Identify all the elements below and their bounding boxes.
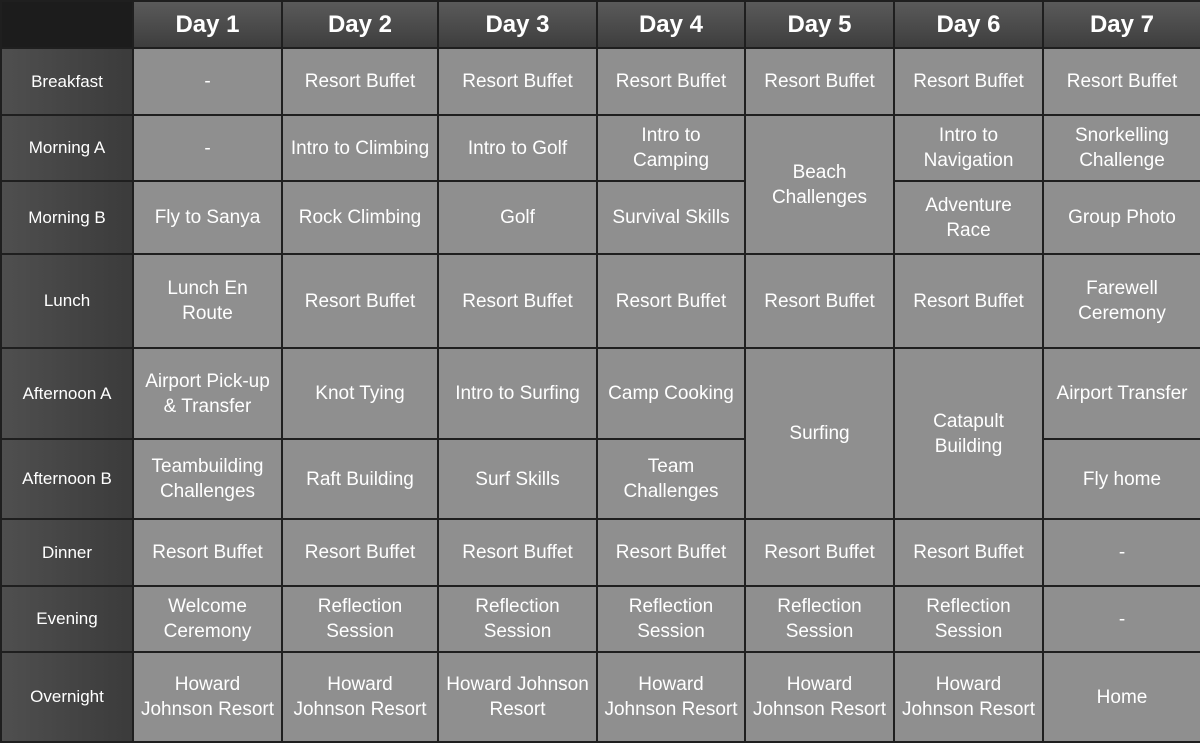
schedule-cell-merged: Surfing bbox=[745, 348, 894, 519]
schedule-cell: Howard Johnson Resort bbox=[438, 652, 597, 742]
schedule-cell: Intro to Surfing bbox=[438, 348, 597, 439]
schedule-cell: Resort Buffet bbox=[894, 519, 1043, 586]
schedule-cell: Welcome Ceremony bbox=[133, 586, 282, 652]
schedule-cell: Resort Buffet bbox=[438, 48, 597, 115]
schedule-cell: Resort Buffet bbox=[745, 254, 894, 348]
schedule-cell: Snorkelling Challenge bbox=[1043, 115, 1200, 181]
schedule-cell: Knot Tying bbox=[282, 348, 438, 439]
schedule-cell: Resort Buffet bbox=[438, 254, 597, 348]
day-header: Day 3 bbox=[438, 1, 597, 48]
schedule-cell: Resort Buffet bbox=[1043, 48, 1200, 115]
schedule-cell: Resort Buffet bbox=[597, 519, 745, 586]
schedule-cell: Adventure Race bbox=[894, 181, 1043, 254]
schedule-cell: - bbox=[133, 115, 282, 181]
schedule-cell-merged: Beach Challenges bbox=[745, 115, 894, 254]
row-morning-b bbox=[1, 181, 1200, 254]
schedule-cell: Resort Buffet bbox=[133, 519, 282, 586]
day-header: Day 7 bbox=[1043, 1, 1200, 48]
schedule-cell: Team Challenges bbox=[597, 439, 745, 519]
schedule-cell: Resort Buffet bbox=[438, 519, 597, 586]
schedule-cell-merged: Catapult Building bbox=[894, 348, 1043, 519]
row-label: Afternoon B bbox=[1, 439, 133, 519]
schedule-cell: Airport Pick-up & Transfer bbox=[133, 348, 282, 439]
schedule-cell: Howard Johnson Resort bbox=[133, 652, 282, 742]
schedule-cell: Howard Johnson Resort bbox=[597, 652, 745, 742]
schedule-cell: Intro to Navigation bbox=[894, 115, 1043, 181]
row-label: Overnight bbox=[1, 652, 133, 742]
schedule-cell: Teambuilding Challenges bbox=[133, 439, 282, 519]
schedule-cell: Resort Buffet bbox=[597, 48, 745, 115]
row-label: Lunch bbox=[1, 254, 133, 348]
row-afternoon-a bbox=[1, 348, 1200, 439]
schedule-cell: Resort Buffet bbox=[282, 254, 438, 348]
day-header: Day 4 bbox=[597, 1, 745, 48]
schedule-cell: Intro to Climbing bbox=[282, 115, 438, 181]
day-header: Day 2 bbox=[282, 1, 438, 48]
schedule-cell: Fly home bbox=[1043, 439, 1200, 519]
row-breakfast bbox=[1, 48, 1200, 115]
schedule-cell: Howard Johnson Resort bbox=[282, 652, 438, 742]
corner-cell bbox=[1, 1, 133, 48]
schedule-cell: Surf Skills bbox=[438, 439, 597, 519]
schedule-cell: Farewell Ceremony bbox=[1043, 254, 1200, 348]
row-label: Afternoon A bbox=[1, 348, 133, 439]
row-label: Morning B bbox=[1, 181, 133, 254]
row-label: Morning A bbox=[1, 115, 133, 181]
row-morning-a bbox=[1, 115, 1200, 181]
row-dinner bbox=[1, 519, 1200, 586]
schedule-cell: Fly to Sanya bbox=[133, 181, 282, 254]
row-label: Evening bbox=[1, 586, 133, 652]
schedule-cell: Resort Buffet bbox=[597, 254, 745, 348]
schedule-cell: Howard Johnson Resort bbox=[745, 652, 894, 742]
schedule-cell: Reflection Session bbox=[894, 586, 1043, 652]
row-label: Breakfast bbox=[1, 48, 133, 115]
schedule-cell: Survival Skills bbox=[597, 181, 745, 254]
schedule-cell: Resort Buffet bbox=[894, 48, 1043, 115]
schedule-cell: Resort Buffet bbox=[894, 254, 1043, 348]
schedule-cell: - bbox=[1043, 586, 1200, 652]
schedule-cell: Resort Buffet bbox=[282, 519, 438, 586]
schedule-cell: Airport Transfer bbox=[1043, 348, 1200, 439]
row-evening bbox=[1, 586, 1200, 652]
row-overnight bbox=[1, 652, 1200, 742]
schedule-cell: - bbox=[133, 48, 282, 115]
schedule-cell: Reflection Session bbox=[597, 586, 745, 652]
day-header: Day 6 bbox=[894, 1, 1043, 48]
schedule-cell: - bbox=[1043, 519, 1200, 586]
schedule-cell: Rock Climbing bbox=[282, 181, 438, 254]
schedule-cell: Howard Johnson Resort bbox=[894, 652, 1043, 742]
schedule-cell: Golf bbox=[438, 181, 597, 254]
schedule-cell: Reflection Session bbox=[745, 586, 894, 652]
schedule-cell: Intro to Camping bbox=[597, 115, 745, 181]
day-header: Day 5 bbox=[745, 1, 894, 48]
schedule-cell: Intro to Golf bbox=[438, 115, 597, 181]
row-lunch bbox=[1, 254, 1200, 348]
schedule-cell: Raft Building bbox=[282, 439, 438, 519]
schedule-cell: Resort Buffet bbox=[282, 48, 438, 115]
schedule-cell: Reflection Session bbox=[438, 586, 597, 652]
schedule-cell: Lunch En Route bbox=[133, 254, 282, 348]
header-row bbox=[1, 1, 1200, 48]
schedule-cell: Home bbox=[1043, 652, 1200, 742]
row-label: Dinner bbox=[1, 519, 133, 586]
schedule-cell: Reflection Session bbox=[282, 586, 438, 652]
schedule-cell: Resort Buffet bbox=[745, 48, 894, 115]
schedule-cell: Resort Buffet bbox=[745, 519, 894, 586]
schedule-cell: Group Photo bbox=[1043, 181, 1200, 254]
day-header: Day 1 bbox=[133, 1, 282, 48]
schedule-cell: Camp Cooking bbox=[597, 348, 745, 439]
